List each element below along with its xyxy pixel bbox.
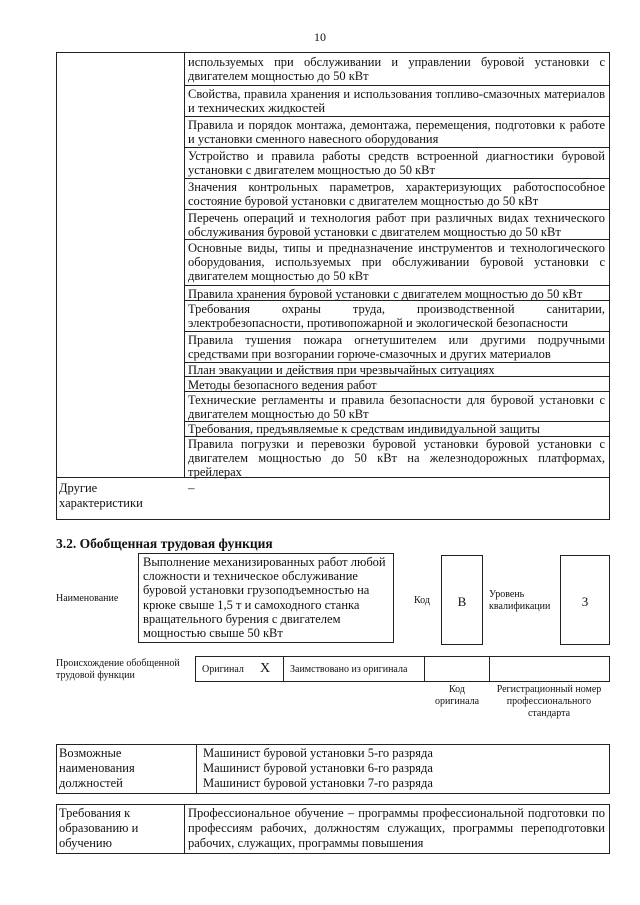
knowledge-row: План эвакуации и действия при чрезвычайных ситуациях: [188, 363, 495, 377]
function-name-value: Выполнение механизированных работ любой сложности и техническое обслуживание буровой установки грузоподъемностью на крюке свыше 1,5 т и самоходного станка вращательного бурения с двигателем мощностью свыше 50 кВт: [143, 555, 386, 641]
row-divider: [184, 300, 609, 301]
position-item: Машинист буровой установки 7-го разряда: [203, 776, 433, 790]
borrowed-cell: [283, 656, 425, 682]
other-characteristics-value: –: [188, 480, 195, 495]
row-divider: [184, 391, 609, 392]
other-characteristics-label: Другие характеристики: [59, 481, 143, 510]
original-mark: X: [260, 661, 271, 676]
original-label: Оригинал: [202, 664, 244, 675]
knowledge-row: Свойства, правила хранения и использования топливо-смазочных материалов и технических жидкостей: [188, 87, 605, 115]
column-divider: [196, 745, 197, 793]
row-divider: [184, 178, 609, 179]
registration-caption: Регистрационный номер профессионального стандарта: [496, 684, 602, 719]
row-divider: [184, 209, 609, 210]
row-divider: [57, 477, 609, 478]
knowledge-row: используемых при обслуживании и управлении буровой установки с двигателем мощностью до 50 кВт: [188, 55, 605, 83]
name-label: Наименование: [56, 593, 119, 604]
row-divider: [184, 285, 609, 286]
knowledge-table: [56, 52, 610, 520]
original-cell: [195, 656, 284, 682]
education-text: Профессиональное обучение – программы профессиональной подготовки по профессиям рабочих, должностям служащих, программы переподготовки рабочих, служащих, программы повышения: [188, 806, 605, 850]
knowledge-row: Методы безопасного ведения работ: [188, 378, 377, 392]
knowledge-row: Устройство и правила работы средств встроенной диагностики буровой установки с двигателем мощностью до 50 кВт: [188, 149, 605, 177]
level-label: Уровень квалификации: [489, 589, 551, 612]
row-divider: [184, 147, 609, 148]
original-code-cell: [424, 656, 490, 682]
code-value: B: [457, 594, 467, 609]
registration-number-cell: [489, 656, 610, 682]
code-box: [441, 555, 483, 645]
page-number: 10: [314, 30, 326, 44]
position-item: Машинист буровой установки 5-го разряда: [203, 746, 433, 760]
education-label: Требования к образованию и обучению: [59, 806, 139, 850]
section-heading: 3.2. Обобщенная трудовая функция: [56, 536, 273, 551]
function-name-box: [138, 553, 394, 643]
row-divider: [184, 376, 609, 377]
knowledge-row: Правила тушения пожара огнетушителем или другими подручными средствами при возгорании горюче-смазочных и других материалов: [188, 333, 605, 361]
knowledge-row: Правила погрузки и перевозки буровой установки буровой установки с двигателем мощностью до 50 кВт на железнодорожных платформах, трейлерах: [188, 437, 605, 479]
row-divider: [184, 85, 609, 86]
knowledge-row: Правила хранения буровой установки с двигателем мощностью до 50 кВт: [188, 287, 583, 301]
code-label: Код: [414, 595, 430, 606]
row-divider: [184, 116, 609, 117]
knowledge-row: Требования охраны труда, производственной санитарии, электробезопасности, противопожарной и экологической безопасности: [188, 302, 605, 330]
row-divider: [184, 239, 609, 240]
knowledge-row: Требования, предъявляемые к средствам индивидуальной защиты: [188, 422, 540, 436]
column-divider: [184, 805, 185, 853]
positions-table: [56, 744, 610, 794]
education-table: [56, 804, 610, 854]
position-item: Машинист буровой установки 6-го разряда: [203, 761, 433, 775]
code-caption: Код оригинала: [434, 684, 480, 707]
borrowed-label: Заимствовано из оригинала: [290, 664, 408, 675]
row-divider: [184, 331, 609, 332]
knowledge-row: Правила и порядок монтажа, демонтажа, перемещения, подготовки к работе и установки сменного навесного оборудования: [188, 118, 605, 146]
level-value: 3: [581, 594, 589, 609]
knowledge-row: Значения контрольных параметров, характеризующих работоспособное состояние буровой установки с двигателем мощностью до 50 кВт: [188, 180, 605, 208]
knowledge-row: Основные виды, типы и предназначение инструментов и технологического оборудования, используемых при обслуживании буровой установки с двигателем мощностью до 50 кВт: [188, 241, 605, 283]
level-box: [560, 555, 610, 645]
knowledge-row: Технические регламенты и правила безопасности для буровой установки с двигателем мощностью до 50 кВт: [188, 393, 605, 421]
positions-label: Возможные наименования должностей: [59, 746, 135, 790]
origin-label: Происхождение обобщенной трудовой функции: [56, 658, 180, 681]
knowledge-row: Перечень операций и технология работ при различных видах технического обслуживания буровой установки с двигателем мощностью до 50 кВт: [188, 211, 605, 239]
